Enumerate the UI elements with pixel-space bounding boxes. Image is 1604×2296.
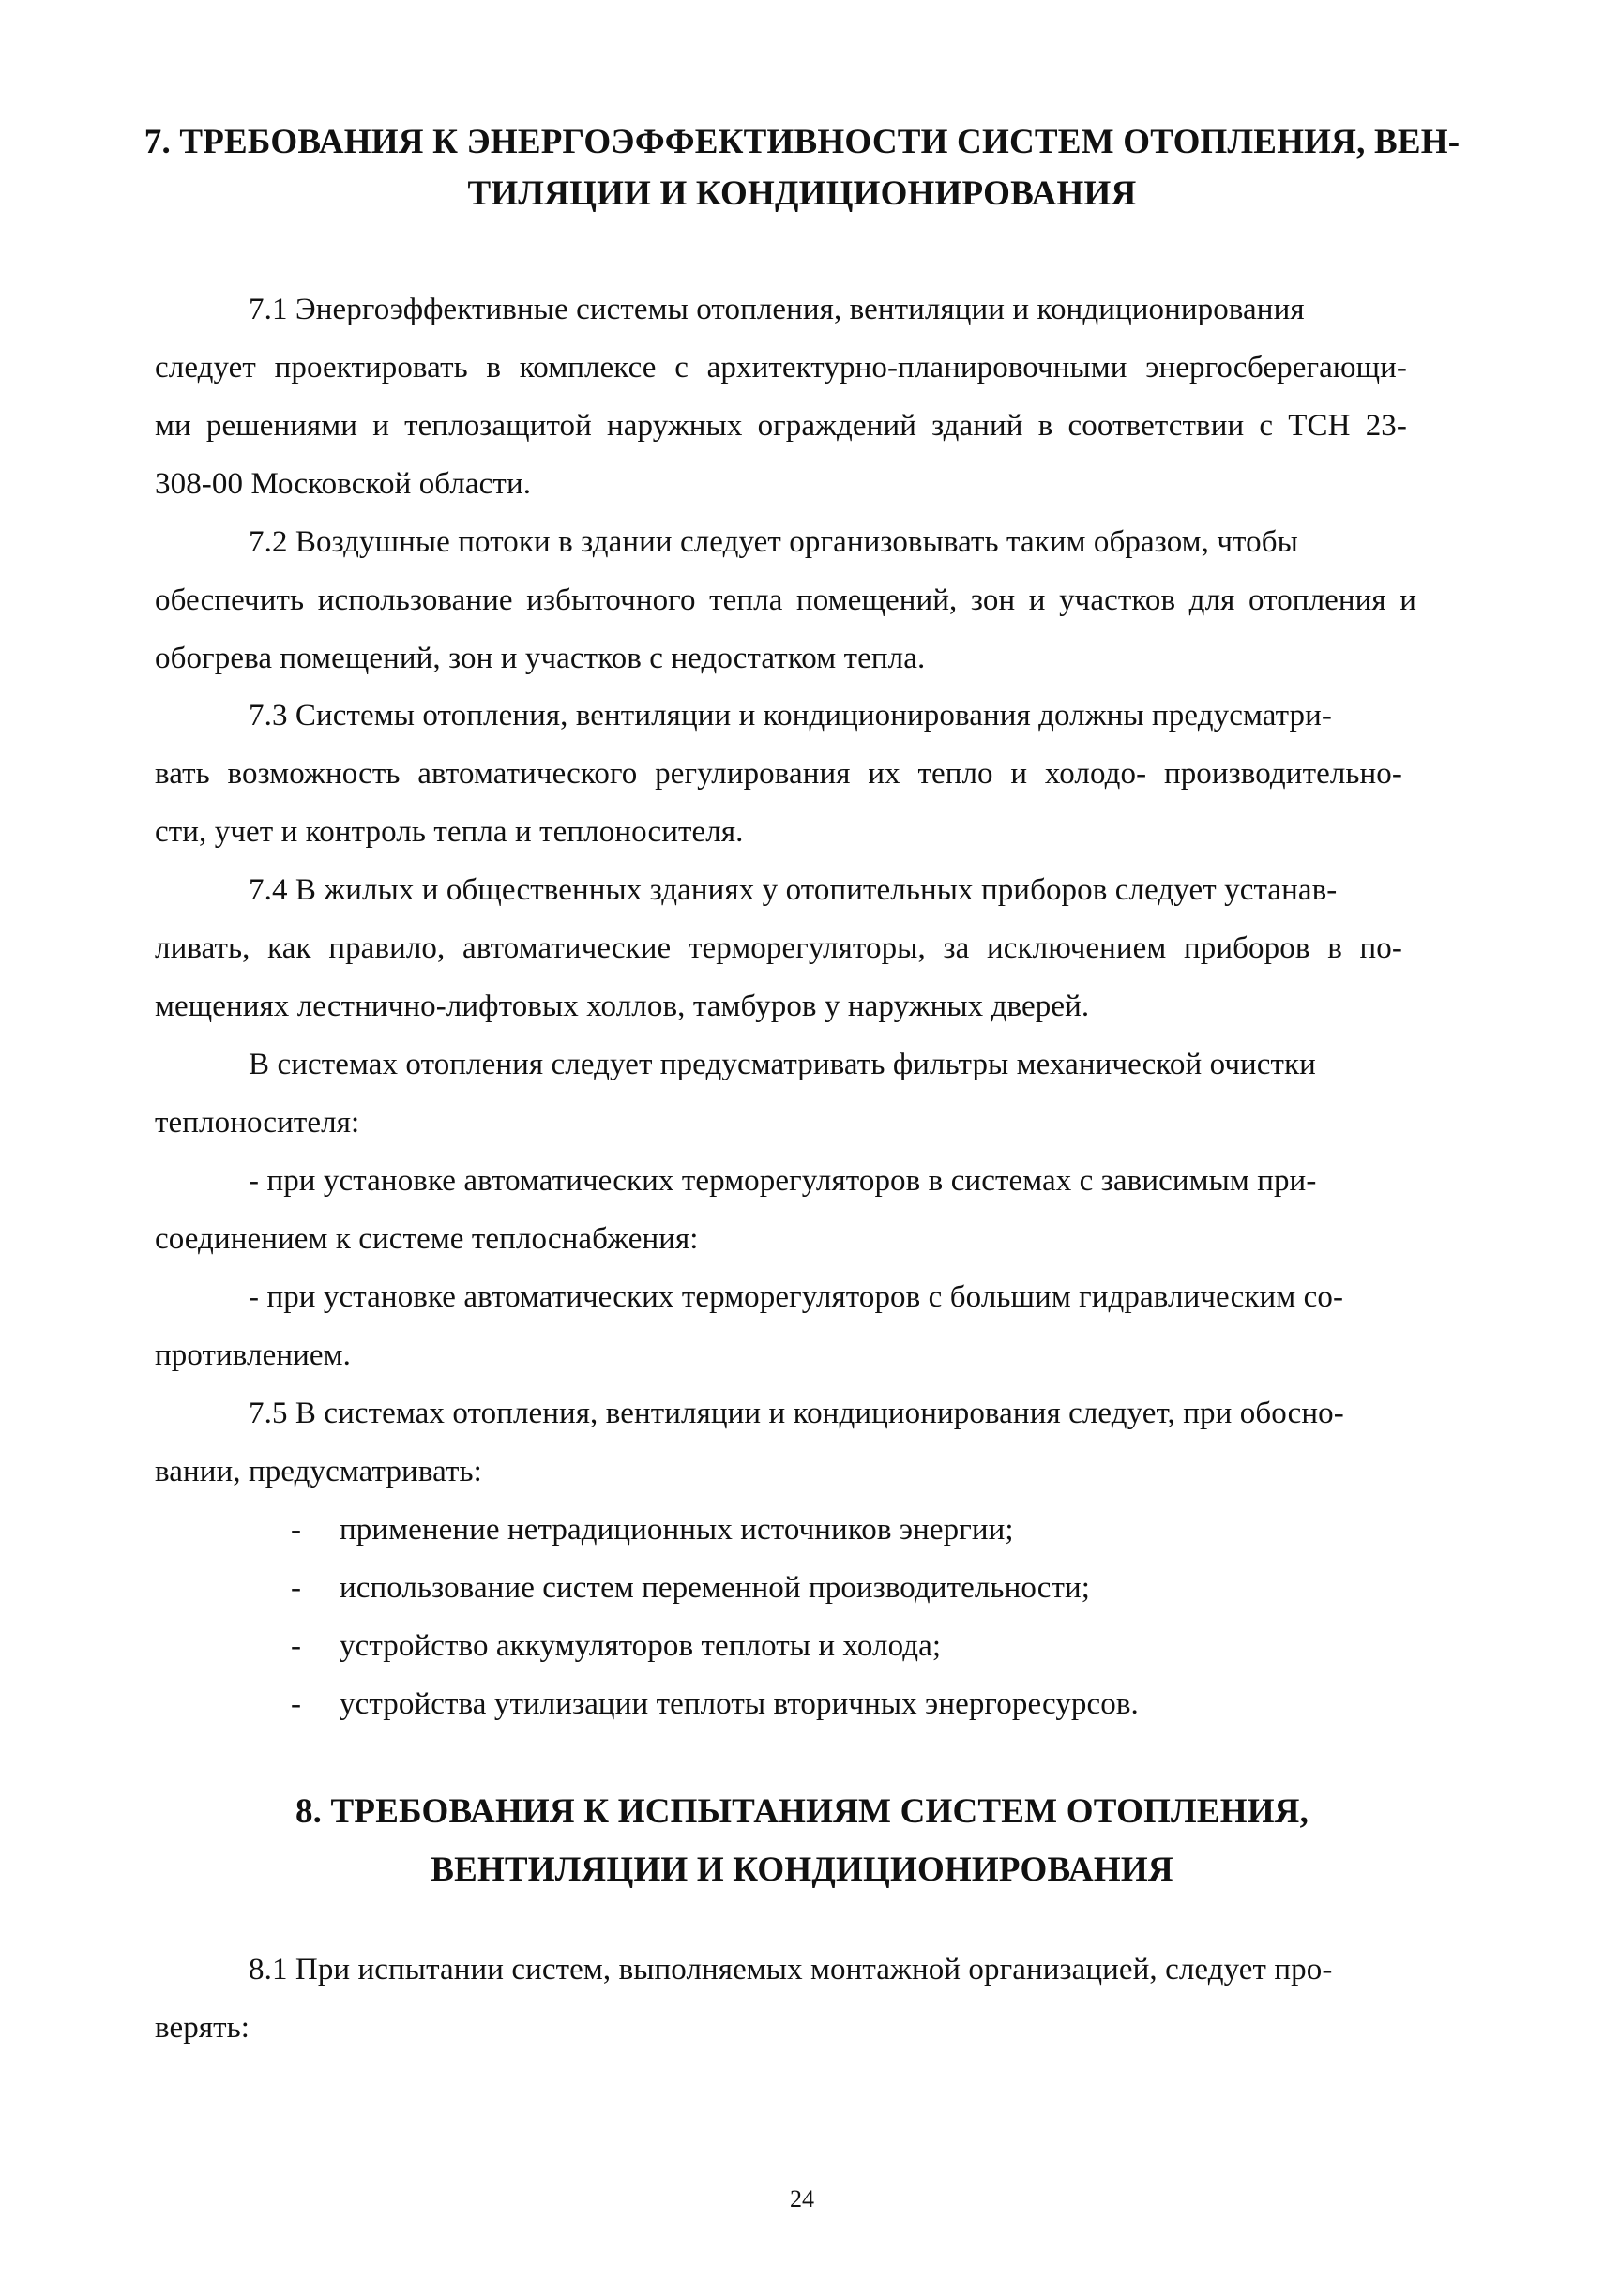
paragraph-7-3-line-3: сти, учет и контроль тепла и теплоносителя. [155, 815, 744, 849]
paragraph-7-4-line-2: ливать, как правило, автоматические терморегуляторы, за исключением приборов в по- [155, 931, 1402, 965]
bullet-item: устройства утилизации теплоты вторичных энергоресурсов. [340, 1687, 1139, 1721]
paragraph-resistance-line-2: противлением. [155, 1338, 351, 1372]
paragraph-8-1-line-1: 8.1 При испытании систем, выполняемых монтажной организацией, следует про- [249, 1953, 1333, 1986]
section-7-heading-line-2: ТИЛЯЦИИ И КОНДИЦИОНИРОВАНИЯ [467, 174, 1137, 213]
paragraph-7-3-line-1: 7.3 Системы отопления, вентиляции и кондиционирования должны предусматри- [249, 699, 1332, 733]
paragraph-resistance-line-1: - при установке автоматических терморегуляторов с большим гидравлическим со- [249, 1280, 1344, 1314]
paragraph-7-1-line-2: следует проектировать в комплексе с архитектурно-планировочными энергосберегающи- [155, 351, 1407, 385]
bullet-item: устройство аккумуляторов теплоты и холода; [340, 1629, 942, 1663]
bullet-marker: - [291, 1513, 301, 1547]
paragraph-7-2-line-3: обогрева помещений, зон и участков с недостатком тепла. [155, 642, 926, 675]
bullet-marker: - [291, 1629, 301, 1663]
paragraph-7-2-line-2: обеспечить использование избыточного тепла помещений, зон и участков для отопления и [155, 583, 1416, 617]
paragraph-7-4-line-1: 7.4 В жилых и общественных зданиях у отопительных приборов следует устанав- [249, 873, 1338, 907]
paragraph-7-3-line-2: вать возможность автоматического регулирования их тепло и холодо- производительно- [155, 757, 1402, 791]
paragraph-filters-line-2: теплоносителя: [155, 1106, 360, 1140]
paragraph-dependent-line-2: соединением к системе теплоснабжения: [155, 1222, 699, 1256]
bullet-marker: - [291, 1571, 301, 1605]
paragraph-filters-line-1: В системах отопления следует предусматривать фильтры механической очистки [249, 1048, 1316, 1081]
bullet-item: применение нетрадиционных источников энергии; [340, 1513, 1014, 1547]
paragraph-8-1-line-2: верять: [155, 2011, 250, 2045]
paragraph-7-1-line-3: ми решениями и теплозащитой наружных ограждений зданий в соответствии с ТСН 23- [155, 409, 1407, 443]
bullet-item: использование систем переменной производительности; [340, 1571, 1091, 1605]
section-7-heading-line-1: 7. ТРЕБОВАНИЯ К ЭНЕРГОЭФФЕКТИВНОСТИ СИСТЕМ ОТОПЛЕНИЯ, ВЕН- [144, 123, 1460, 161]
paragraph-7-5-line-2: вании, предусматривать: [155, 1455, 482, 1488]
bullet-marker: - [291, 1687, 301, 1721]
paragraph-7-4-line-3: мещениях лестнично-лифтовых холлов, тамбуров у наружных дверей. [155, 989, 1090, 1023]
section-8-heading-line-1: 8. ТРЕБОВАНИЯ К ИСПЫТАНИЯМ СИСТЕМ ОТОПЛЕНИЯ, [295, 1792, 1309, 1831]
paragraph-dependent-line-1: - при установке автоматических терморегуляторов в системах с зависимым при- [249, 1164, 1317, 1198]
paragraph-7-5-line-1: 7.5 В системах отопления, вентиляции и кондиционирования следует, при обосно- [249, 1397, 1344, 1430]
paragraph-7-1-line-1: 7.1 Энергоэффективные системы отопления, вентиляции и кондиционирования [249, 293, 1305, 326]
paragraph-7-1-line-4: 308-00 Московской области. [155, 467, 532, 501]
paragraph-7-2-line-1: 7.2 Воздушные потоки в здании следует организовывать таким образом, чтобы [249, 525, 1298, 559]
page-number: 24 [790, 2185, 814, 2213]
section-8-heading-line-2: ВЕНТИЛЯЦИИ И КОНДИЦИОНИРОВАНИЯ [431, 1850, 1173, 1889]
